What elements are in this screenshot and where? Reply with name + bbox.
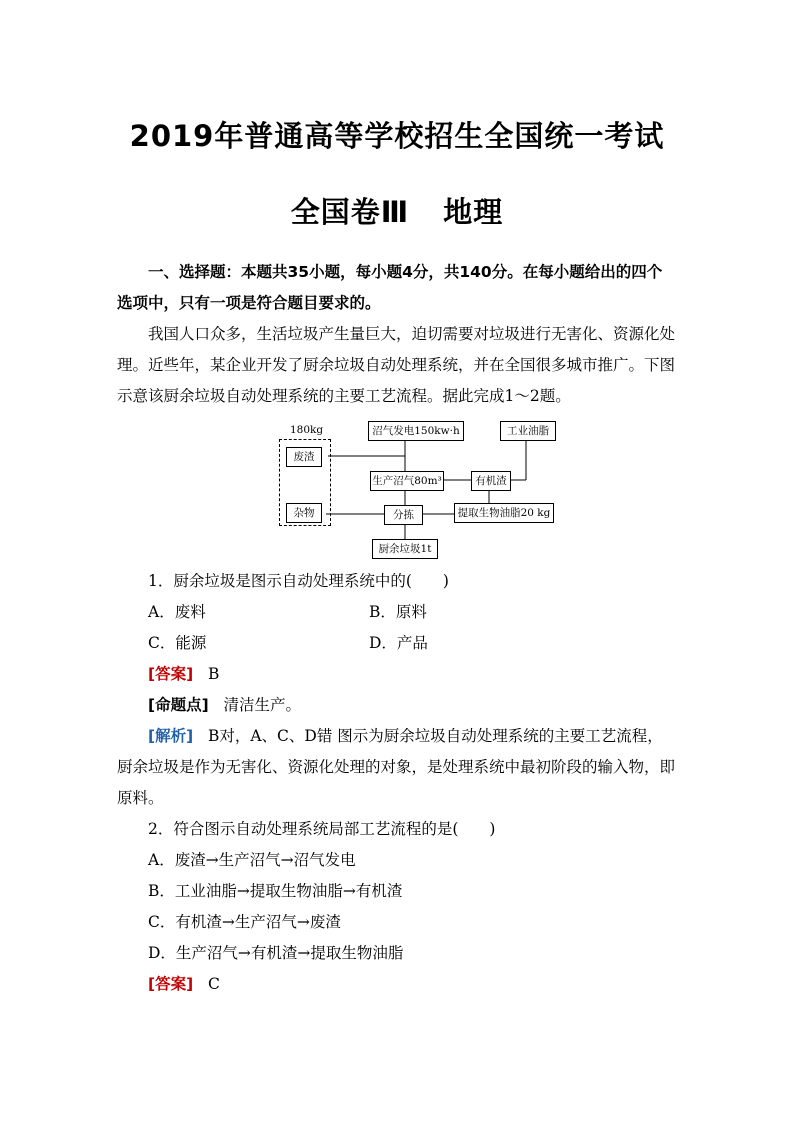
section-header: 一、选择题：本题共35小题，每小题4分，共140分。在每小题给出的四个选项中，只有一项是符合题目要求的。 [117,263,663,312]
box-zawu: 杂物 [286,503,322,523]
q1-point-line [148,690,301,721]
q1-analysis-rest: 厨余垃圾是作为无害化、资源化处理的对象，是处理系统中最初阶段的输入物，即原料。 [117,758,676,807]
q1-answer-tag: [答案] [148,665,194,683]
q2-answer: C [207,975,220,993]
q1-analysis-first-line [148,721,663,752]
q2-answer-line [148,969,220,1000]
q1-analysis-first: B对，A、C、D错 图示为厨余垃圾自动处理系统的主要工艺流程， [207,727,663,745]
q1-option-c: C．能源 [148,634,207,652]
q2-option-d: D．生产沼气→有机渣→提取生物油脂 [148,944,404,962]
subject-name: 地理 [443,195,504,229]
q1-analysis-tag: [解析] [148,727,194,745]
paper-name: 全国卷Ⅲ [290,195,410,229]
q2-answer-tag: [答案] [148,975,194,993]
q1-answer: B [207,665,220,683]
q1-answer-line [148,659,219,690]
weight-label: 180kg [290,424,324,436]
q2-option-b: B．工业油脂→提取生物油脂→有机渣 [148,882,403,900]
q1-stem: 1．厨余垃圾是图示自动处理系统中的( ) [148,572,449,590]
exam-subtitle [0,190,794,231]
exam-title: 2019年普通高等学校招生全国统一考试 [129,119,665,153]
box-fenjian: 分拣 [384,505,423,525]
box-fadian: 沼气发电150kw·h [368,421,464,441]
q1-option-a: A．废料 [148,603,206,621]
q2-option-a: A．废渣→生产沼气→沼气发电 [148,851,356,869]
q1-point-tag: [命题点] [148,696,209,714]
q2-stem: 2．符合图示自动处理系统局部工艺流程的是( ) [148,820,496,838]
box-shengchan: 生产沼气80m³ [370,471,444,491]
box-youjizha: 有机渣 [471,471,511,491]
q1-option-d: D．产品 [369,634,428,652]
q1-option-b: B．原料 [369,603,427,621]
process-flow-diagram [276,418,558,560]
q1-point: 清洁生产。 [223,696,301,714]
box-tiqu: 提取生物油脂20 kg [454,503,554,523]
q2-option-c: C．有机渣→生产沼气→废渣 [148,913,341,931]
box-feizha: 废渣 [286,447,322,467]
box-chuyu: 厨余垃圾1t [372,539,438,559]
box-gongye: 工业油脂 [500,421,556,441]
intro-paragraph: 我国人口众多，生活垃圾产生量巨大，迫切需要对垃圾进行无害化、资源化处理。近些年，某企业开发了厨余垃圾自动处理系统，并在全国很多城市推广。下图示意该厨余垃圾自动处理系统的主要工艺流程。据此完成1～2题。 [117,325,676,405]
